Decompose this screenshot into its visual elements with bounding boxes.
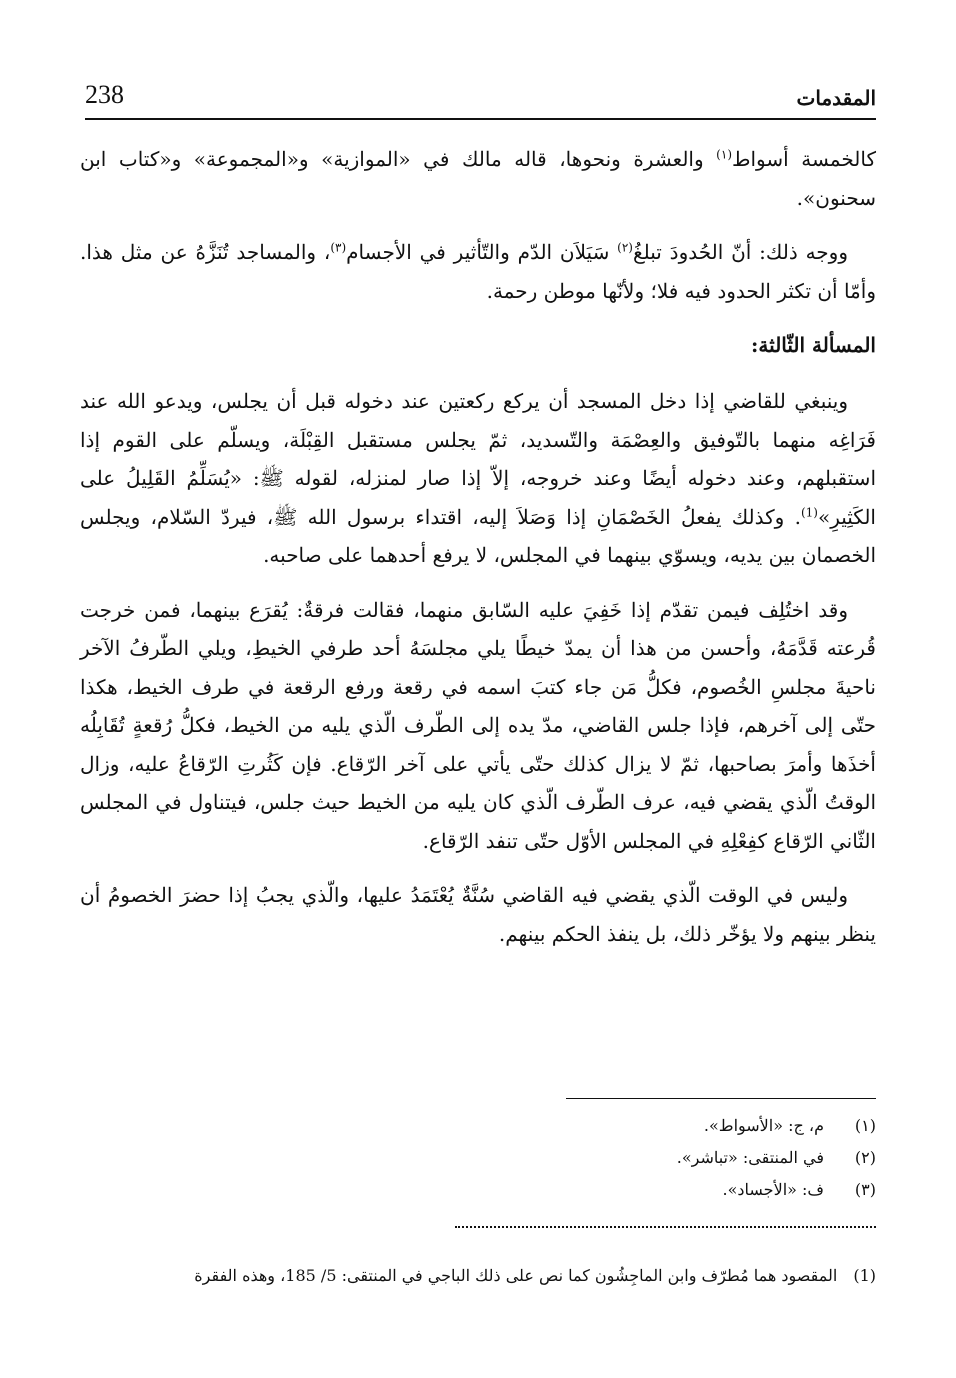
paragraph-2 (80, 233, 876, 310)
page-header (85, 80, 876, 120)
editor-note (80, 1262, 876, 1290)
paragraph-3-part-b: . وكذلك يفعلُ الخَصْمَانِ إذا وَصَلاَ إليه، اقتداء برسول الله ﷺ، فيردّ السّلام، ويجلس الخصمان بين يديه، ويسوّي بينهما في المجلس، لا يرفع أحدهما على صاحبه. (80, 504, 876, 567)
footnote-2 (80, 1142, 876, 1174)
paragraph-4: وقد اختُلِف فيمن تقدّم إذا خَفِيَ عليه السّابق منهما، فقالت فرقةٌ: يُقرَع بينهما، فمن خرجت قُرعته قَدَّمَهُ، وأحسن من هذا أن يمدّ خيطًا يلي مجلسَهُ أحد طرفي الخيطِ، ويلي الطّرفُ الآخر ناحيةَ مجلسِ الخُصوم، فكلُّ مَن جاء كتبَ اسمه في رقعة ورفع الرقعة في طرف الخيط، هكذا حتّى إلى آخرهم، فإذا جلس القاضي، مدّ يده إلى الطّرف الّذي يليه من الخيط، فكلُّ رُقعةٍ تُقَابِلُه أخذَها وأمرَ بصاحبها، ثمّ لا يزال كذلك حتّى يأتي على آخر الرّقاع. فإن كَثُرتِ الرّقاعُ عليه، وزال الوقتُ الّذي يقضي فيه، عرف الطّرف الّذي كان يليه من الخيط حيث جلس، فيتناول في المجلس الثّاني الرّقاع كفِعْلِهِ في المجلس الأوّل حتّى تنفد الرّقاع. (80, 597, 876, 853)
footnote-ref-1: (١) (716, 147, 732, 162)
paragraph-3 (80, 382, 876, 575)
footnote-3 (80, 1174, 876, 1206)
paragraph-2-part-a: ووجه ذلك: أنّ الحُدودَ تبلغُ (632, 240, 848, 264)
header-rule (85, 118, 876, 120)
footnote-number: (٣) (854, 1180, 876, 1199)
footnote-rule (566, 1098, 876, 1099)
editor-note-text: المقصود هما مُطرّف وابن الماجِشُون كما نص على ذلك الباجي في المنتقى: 5/ 185، وهذه الفقرة (194, 1266, 838, 1285)
footnote-number: (٢) (854, 1148, 876, 1167)
footnote-ref-2: (٢) (617, 240, 633, 255)
dotted-separator (455, 1226, 876, 1228)
paragraph-3-part-a: وينبغي للقاضي إذا دخل المسجد أن يركع ركعتين عند دخوله قبل أن يجلس، ويدعو الله عند فَرَاغِه منهما بالتّوفيق والعِصْمَة والتّسديد، ثمّ يجلس مستقبل القِبْلَة، ويسلّم على القوم إذا استقبلهم، وعند دخوله أيضًا وعند خروجه، إلاّ إذا صار لمنزله، لقوله ﷺ: «يُسَلِّمُ القَلِيلُ على الكَثِيرِ» (80, 389, 877, 529)
paragraph-1 (80, 140, 876, 217)
page-number: 238 (85, 80, 124, 109)
footnote-number: (١) (854, 1116, 876, 1135)
footnote-text: ف: «الأجساد». (722, 1180, 824, 1199)
main-text (80, 140, 876, 969)
paragraph-2-part-b: سَيَلاَن الدّم والتّأثير في الأجسام (346, 240, 618, 264)
footnote-1 (80, 1110, 876, 1142)
footnote-ref-3: (٣) (330, 240, 347, 255)
running-title: المقدمات (796, 86, 876, 110)
section-heading: المسألة الثّالثة: (751, 333, 876, 357)
footnotes (80, 1110, 876, 1206)
editor-note-number: (1) (853, 1266, 876, 1285)
paragraph-2-part-c: ، والمساجد تُنَزَّهُ عن مثل هذا. وأمّا أن تكثر الحدود فيه فلا؛ ولأنّها موطن رحمة. (80, 240, 876, 303)
footnote-text: في المنتقى: «تباشر». (676, 1148, 824, 1167)
paragraph-1-rest: والعشرة ونحوها، قاله مالك في «الموازية» و«المجموعة» و«كتاب ابن سحنون». (80, 147, 876, 210)
paragraph-5: وليس في الوقت الّذي يقضي فيه القاضي سُنَّةٌ يُعْتَمَدُ عليها، والّذي يجبُ إذا حضرَ الخصومُ أن ينظر بينهم ولا يؤخّر ذلك، بل ينفذ الحكم بينهم. (80, 883, 876, 946)
footnote-text: م، ج: «الأسواط». (703, 1116, 824, 1135)
paragraph-1-text: كالخمسة أسواط (732, 147, 876, 171)
editor-note-ref: (1) (800, 504, 818, 519)
